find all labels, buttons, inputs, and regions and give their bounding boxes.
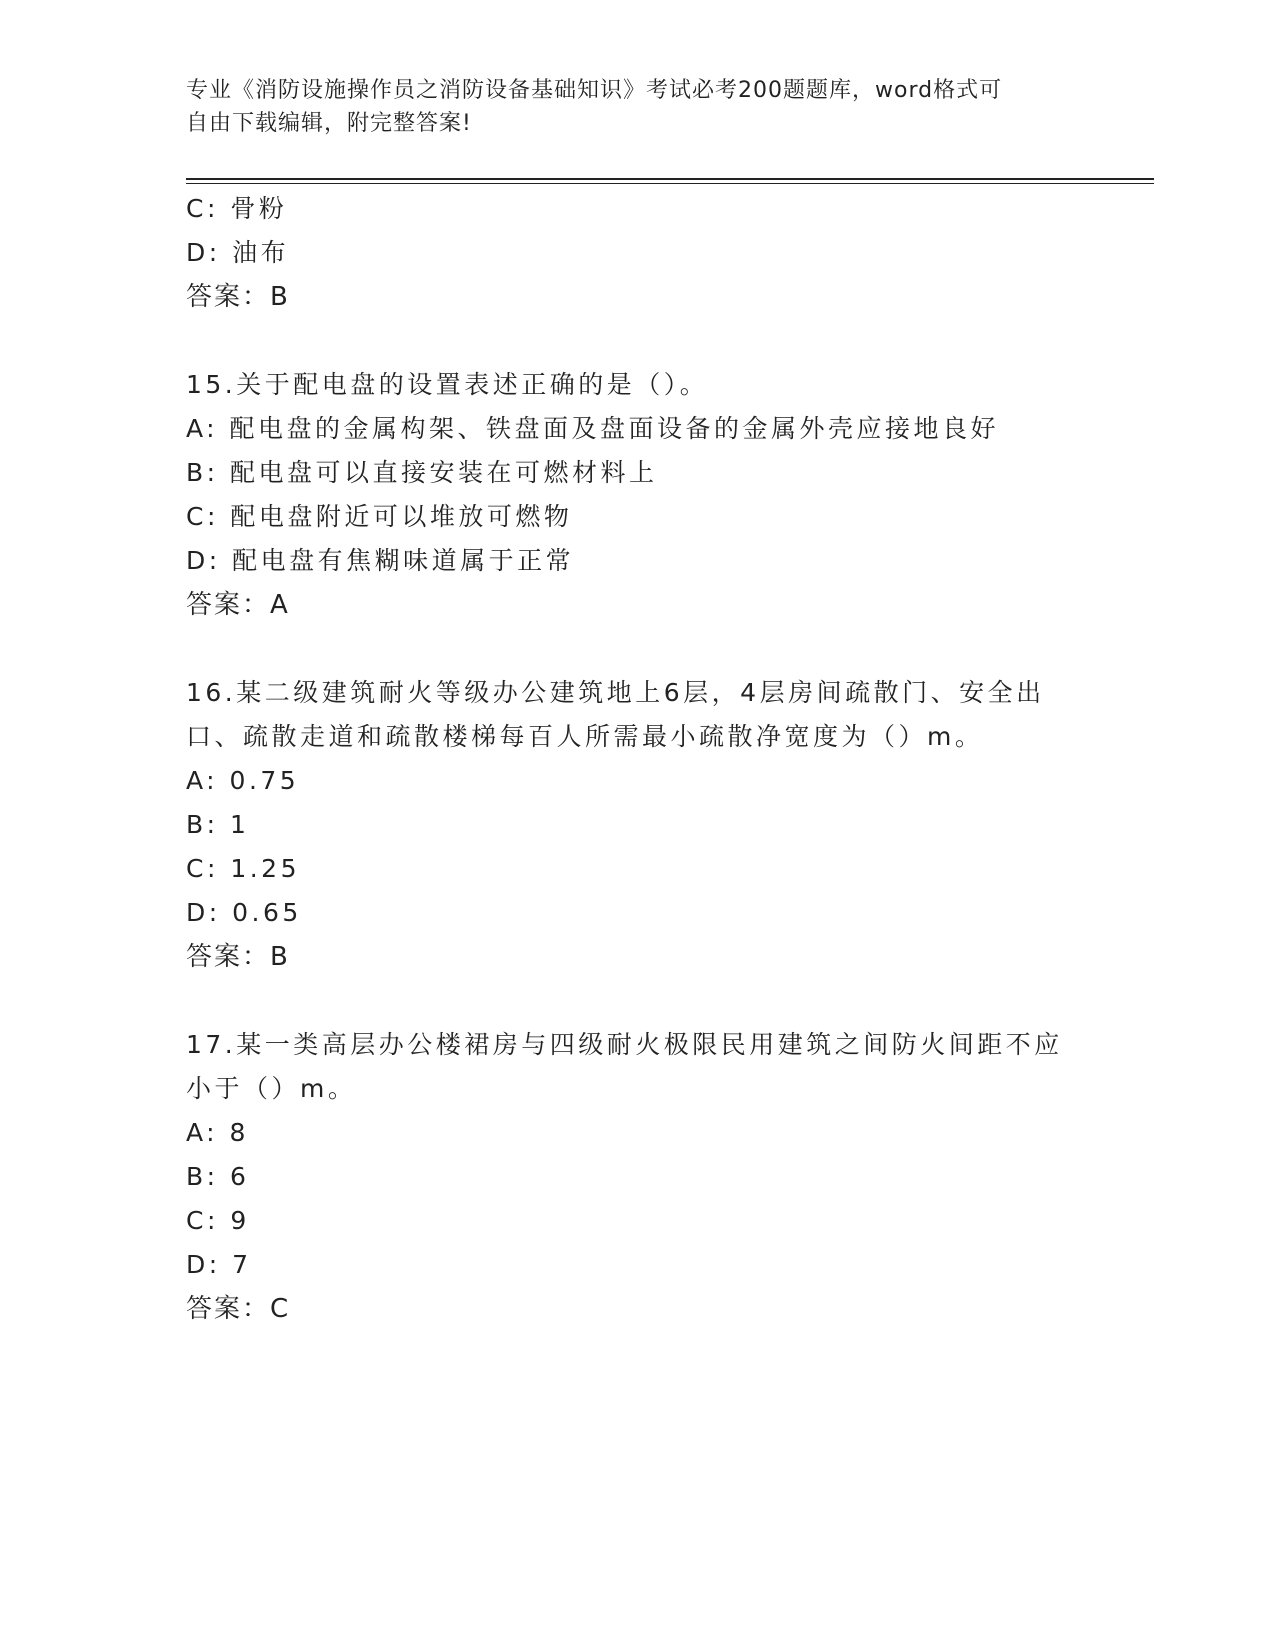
header-rule-thin (186, 183, 1154, 184)
q15-option-c: C: 配电盘附近可以堆放可燃物 (186, 502, 573, 531)
q16-option-c: C: 1.25 (186, 854, 300, 883)
q15-answer: 答案：A (186, 590, 290, 620)
q17-option-c: C: 9 (186, 1206, 250, 1235)
header-line-1: 专业《消防设施操作员之消防设备基础知识》考试必考200题题库，word格式可 (186, 78, 1003, 103)
q16-option-b: B: 1 (186, 810, 250, 839)
header-line-2: 自由下载编辑，附完整答案! (186, 111, 472, 136)
q17-option-d: D: 7 (186, 1250, 252, 1279)
q17-option-b: B: 6 (186, 1162, 250, 1191)
prev-option-d: D: 油布 (186, 238, 290, 267)
q17-answer: 答案：C (186, 1294, 291, 1324)
q15-stem: 15.关于配电盘的设置表述正确的是（）。 (186, 370, 709, 399)
q16-stem-line-2: 口、疏散走道和疏散楼梯每百人所需最小疏散净宽度为（）m。 (186, 722, 984, 751)
prev-option-c: C: 骨粉 (186, 194, 288, 223)
q17-stem-line-2: 小于（）m。 (186, 1074, 357, 1103)
header-rule-thick (186, 178, 1154, 180)
q15-option-d: D: 配电盘有焦糊味道属于正常 (186, 546, 575, 575)
q17-option-a: A: 8 (186, 1118, 249, 1147)
page-header (186, 74, 1066, 140)
q16-stem-line-1: 16.某二级建筑耐火等级办公建筑地上6层，4层房间疏散门、安全出 (186, 678, 1045, 707)
prev-answer: 答案：B (186, 282, 290, 312)
q16-option-a: A: 0.75 (186, 766, 300, 795)
q16-option-d: D: 0.65 (186, 898, 302, 927)
q16-answer: 答案：B (186, 942, 290, 972)
q17-stem-line-1: 17.某一类高层办公楼裙房与四级耐火极限民用建筑之间防火间距不应 (186, 1030, 1063, 1059)
q15-option-b: B: 配电盘可以直接安装在可燃材料上 (186, 458, 658, 487)
q15-option-a: A: 配电盘的金属构架、铁盘面及盘面设备的金属外壳应接地良好 (186, 414, 1000, 443)
